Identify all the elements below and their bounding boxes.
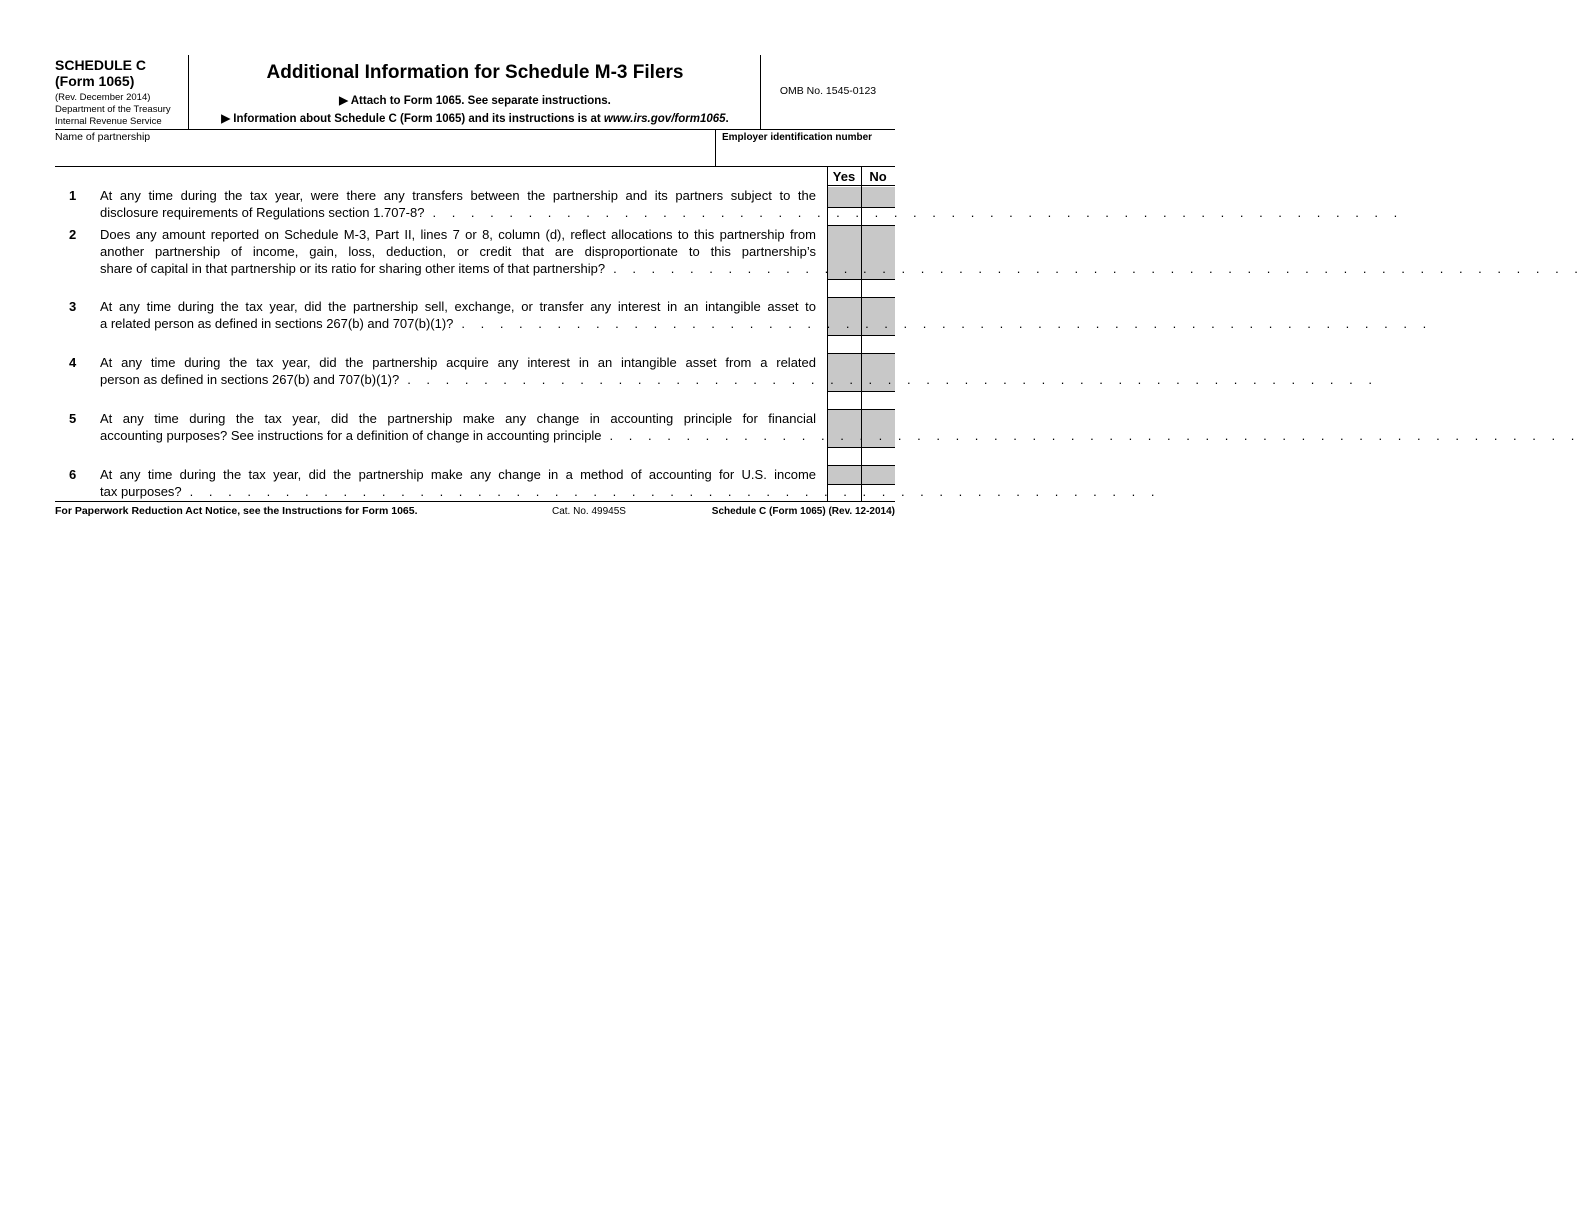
leader-dots: . . . . . . . . . . . . . . . . . . . . . . . . . . . . . . . . . . . . . . . . . . . . . . . . . . . <box>189 484 1161 499</box>
question-text-body: At any time during the tax year, did the partnership sell, exchange, or transfer any interest in an intangible asset to <box>100 299 816 314</box>
answer-no-q4[interactable] <box>862 391 895 409</box>
ein-field[interactable] <box>716 144 894 166</box>
question-number: 6 <box>69 467 77 482</box>
answer-no-q2[interactable] <box>862 279 895 297</box>
question-number: 1 <box>69 188 77 203</box>
no-header: No <box>861 167 895 186</box>
catalog-number: Cat. No. 49945S <box>552 506 626 517</box>
cell-divider <box>827 447 895 448</box>
question-number: 4 <box>69 355 77 370</box>
question-text <box>100 354 1378 388</box>
question-6 <box>55 466 1161 500</box>
question-1 <box>55 187 1404 221</box>
question-text <box>100 226 1584 277</box>
department: Department of the Treasury <box>55 104 171 115</box>
leader-dots: . . . . . . . . . . . . . . . . . . . . . . . . . . . . . . . . . . . . . . . . . . . . . . . . . . . <box>613 261 1584 276</box>
question-number: 3 <box>69 299 77 314</box>
question-text-end: tax purposes? <box>100 484 182 499</box>
question-last-line <box>100 371 1378 388</box>
question-text-body: Does any amount reported on Schedule M-3, Part II, lines 7 or 8, column (d), reflect allocations to this partnership from another partnership of income, gain, loss, deduction, or credit that are disproportionate to this partnership’s <box>100 227 816 259</box>
revision-date: (Rev. December 2014) <box>55 92 151 103</box>
answer-yes-q2[interactable] <box>828 279 861 297</box>
leader-dots: . . . . . . . . . . . . . . . . . . . . . . . . . . . . . . . . . . . . . . . . . . . . . . . . . . . <box>609 428 1581 443</box>
attach-instruction: ▶ Attach to Form 1065. See separate instructions. <box>339 95 611 107</box>
question-text-body: At any time during the tax year, did the partnership make any change in a method of accounting for U.S. income <box>100 467 816 482</box>
question-text-end: a related person as defined in sections 267(b) and 707(b)(1)? <box>100 316 454 331</box>
info-prefix: ▶ Information about Schedule C (Form 1065) and its instructions is at <box>221 113 604 125</box>
question-4 <box>55 354 1378 388</box>
answer-yes-q5[interactable] <box>828 447 861 465</box>
answer-yes-q4[interactable] <box>828 391 861 409</box>
question-text-body: At any time during the tax year, did the partnership acquire any interest in an intangible asset from a related <box>100 355 816 370</box>
question-text <box>100 466 1161 500</box>
answer-no-q3[interactable] <box>862 335 895 353</box>
answer-yes-q3[interactable] <box>828 335 861 353</box>
shaded-cell <box>862 466 895 484</box>
agency: Internal Revenue Service <box>55 116 162 127</box>
question-last-line <box>100 483 1161 500</box>
question-3 <box>55 298 1433 332</box>
schedule-name: SCHEDULE C <box>55 57 147 73</box>
info-instruction <box>190 112 760 126</box>
answer-no-q5[interactable] <box>862 447 895 465</box>
question-number: 5 <box>69 411 77 426</box>
page-title: Additional Information for Schedule M-3 Filers <box>266 62 684 83</box>
paperwork-notice: For Paperwork Reduction Act Notice, see the Instructions for Form 1065. <box>55 505 418 517</box>
question-last-line <box>100 315 1433 332</box>
question-last-line <box>100 260 1584 277</box>
leader-dots: . . . . . . . . . . . . . . . . . . . . . . . . . . . . . . . . . . . . . . . . . . . . . . . . . . . <box>432 205 1404 220</box>
partnership-name-label: Name of partnership <box>55 131 151 143</box>
ein-label: Employer identification number <box>722 132 873 143</box>
question-last-line <box>100 427 1581 444</box>
form-revision-footer: Schedule C (Form 1065) (Rev. 12-2014) <box>711 506 895 517</box>
question-text <box>100 410 1581 444</box>
leader-dots: . . . . . . . . . . . . . . . . . . . . . . . . . . . . . . . . . . . . . . . . . . . . . . . . . . . <box>461 316 1433 331</box>
omb-number: OMB No. 1545-0123 <box>779 85 877 97</box>
question-text-end: accounting purposes? See instructions for a definition of change in accounting principle <box>100 428 602 443</box>
question-text <box>100 298 1433 332</box>
question-text-body: At any time during the tax year, did the partnership make any change in accounting principle for financial <box>100 411 816 426</box>
partnership-name-field[interactable] <box>55 144 710 166</box>
irs-link[interactable]: www.irs.gov/form1065 <box>603 113 726 125</box>
leader-dots: . . . . . . . . . . . . . . . . . . . . . . . . . . . . . . . . . . . . . . . . . . . . . . . . . . . <box>407 372 1378 387</box>
cell-divider <box>827 391 895 392</box>
ein-box <box>715 130 895 167</box>
form-footer <box>55 502 895 522</box>
form-identifier <box>55 55 189 130</box>
question-text-body: At any time during the tax year, were there any transfers between the partnership and its partners subject to the <box>100 188 816 203</box>
info-suffix: . <box>725 113 729 125</box>
questions-section <box>55 167 1584 502</box>
question-text-end: person as defined in sections 267(b) and 707(b)(1)? <box>100 372 400 387</box>
name-ein-row <box>55 130 895 167</box>
question-text-end: disclosure requirements of Regulations section 1.707-8? <box>100 205 425 220</box>
question-last-line <box>100 204 1404 221</box>
form-header <box>55 55 895 130</box>
form-number: (Form 1065) <box>55 73 135 89</box>
question-text-end: share of capital in that partnership or its ratio for sharing other items of that partnership? <box>100 261 606 276</box>
shaded-cell <box>828 466 861 484</box>
schedule-c-form <box>55 55 1584 522</box>
question-2 <box>55 226 1584 277</box>
cell-divider <box>827 279 895 280</box>
cell-divider <box>827 335 895 336</box>
yes-header: Yes <box>827 167 861 186</box>
question-5 <box>55 410 1581 444</box>
question-number: 2 <box>69 227 77 242</box>
omb-block <box>760 55 895 130</box>
form-title-block <box>190 55 760 130</box>
question-text <box>100 187 1404 221</box>
